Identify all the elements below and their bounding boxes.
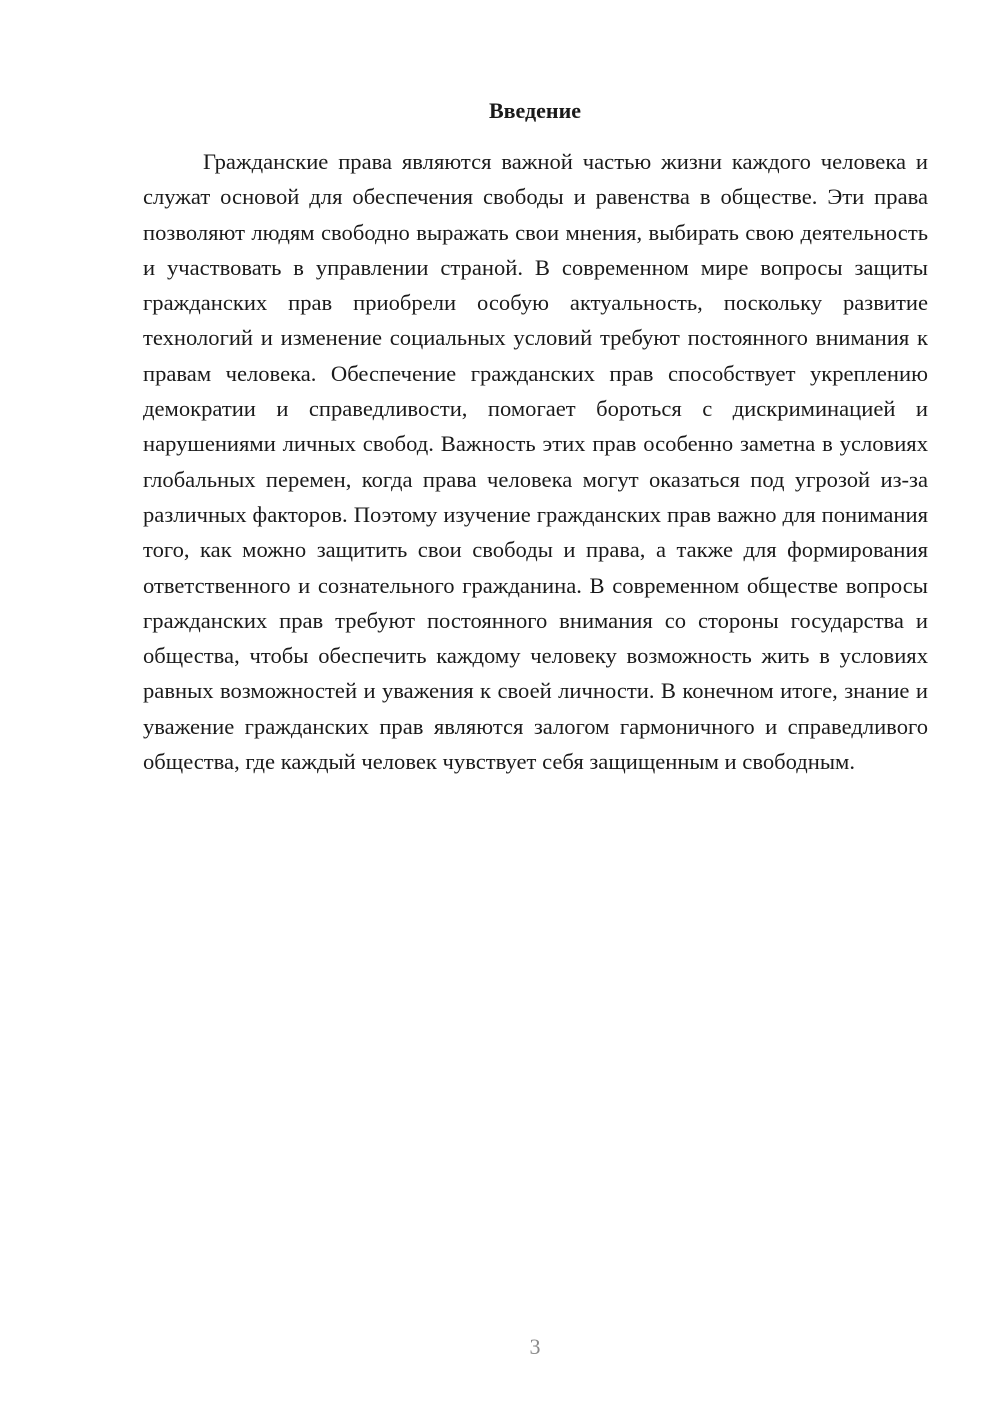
body-paragraph: Гражданские права являются важной частью жизни каждого человека и служат основой для обеспечения свободы и равенства в обществе. Эти права позволяют людям свободно выражать свои мнения, выбирать свою деятельность и участвовать в управлении страной. В современном мире вопросы защиты гражданских прав приобрели особую актуальность, поскольку развитие технологий и изменение социальных условий требуют постоянного внимания к правам человека. Обеспечение гражданских прав способствует укреплению демократии и справедливости, помогает бороться с дискриминацией и нарушениями личных свобод. Важность этих прав особенно заметна в условиях глобальных перемен, когда права человека могут оказаться под угрозой из-за различных факторов. Поэтому изучение гражданских прав важно для понимания того, как можно защитить свои свободы и права, а также для формирования ответственного и сознательного гражданина. В современном обществе вопросы гражданских прав требуют постоянного внимания со стороны государства и общества, чтобы обеспечить каждому человеку возможность жить в условиях равных возможностей и уважения к своей личности. В конечном итоге, знание и уважение гражданских прав являются залогом гармоничного и справедливого общества, где каждый человек чувствует себя защищенным и свободным.: [143, 149, 928, 775]
page-number: 3: [529, 1334, 541, 1359]
section-title: Введение: [488, 98, 582, 123]
